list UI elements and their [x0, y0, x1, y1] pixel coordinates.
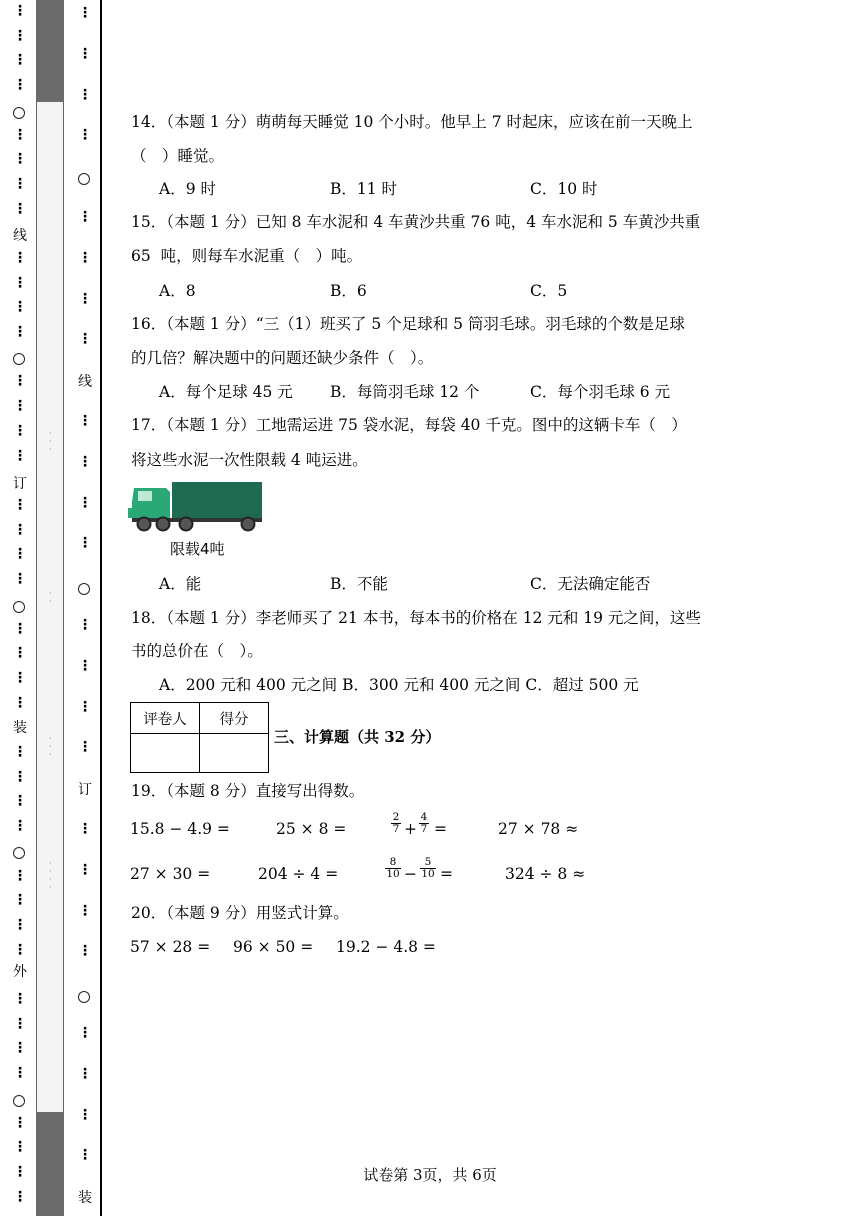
q19-item: 324 ÷ 8 ≈ — [505, 865, 586, 883]
dots-separator: ⋮ — [78, 1025, 92, 1041]
truck-caption: 限载4吨 — [170, 540, 225, 558]
dots-separator: ⋮ — [13, 77, 27, 93]
binding-hole-circle — [13, 847, 25, 859]
q16-line-1: 16．（本题 1 分）“三（1）班买了 5 个足球和 5 筒羽毛球。羽毛球的个数是足球 — [131, 315, 685, 333]
q14-option-b[interactable]: B．11 时 — [330, 180, 398, 198]
score-table — [130, 702, 269, 773]
binding-label: 装 — [78, 1190, 92, 1206]
dots-separator: ⋮ — [78, 454, 92, 470]
dots-separator: ⋮ — [13, 201, 27, 217]
q19-fraction: $\frac{5}{10}$ — [421, 856, 435, 880]
dots-separator: ⋮ — [13, 793, 27, 809]
q19-equals: = — [434, 820, 447, 838]
q20-item: 57 × 28 = — [130, 938, 211, 956]
binding-strip — [36, 0, 64, 1216]
binding-hole-circle — [78, 583, 90, 595]
dots-separator: ⋮ — [78, 5, 92, 21]
truck-window — [138, 491, 152, 501]
q19-operator: − — [404, 865, 417, 883]
dots-separator: ⋮ — [13, 571, 27, 587]
q20-item: 19.2 − 4.8 = — [336, 938, 436, 956]
binding-margin — [0, 0, 104, 1216]
score-header: 得分 — [200, 703, 269, 734]
dots-separator: ⋮ — [13, 1016, 27, 1032]
dots-separator: ⋮ — [13, 621, 27, 637]
truck-wheel — [180, 518, 193, 531]
dots-separator: ⋮ — [13, 299, 27, 315]
q18-options[interactable]: A．200 元和 400 元之间 B．300 元和 400 元之间 C．超过 500 元 — [159, 676, 639, 694]
q20-title: 20．（本题 9 分）用竖式计算。 — [131, 904, 349, 922]
q15-line-2: 65 吨，则每车水泥重（ ）吨。 — [131, 247, 363, 265]
binding-hole-circle — [13, 601, 25, 613]
dots-separator: ⋮ — [13, 1139, 27, 1155]
dots-separator: ⋮ — [13, 497, 27, 513]
dots-separator: ⋮ — [13, 892, 27, 908]
q17-option-c[interactable]: C．无法确定能否 — [530, 575, 651, 593]
dots-separator: ⋮ — [13, 398, 27, 414]
strip-dots: · · · — [49, 734, 52, 759]
q15-line-1: 15．（本题 1 分）已知 8 车水泥和 4 车黄沙共重 76 吨，4 车水泥和 5 车黄沙共重 — [131, 213, 701, 231]
q16-option-c[interactable]: C．每个羽毛球 6 元 — [530, 383, 671, 401]
q16-line-2: 的几倍？解决题中的问题还缺少条件（ ）。 — [131, 349, 434, 367]
inner-binding-column — [64, 0, 102, 1216]
dots-separator: ⋮ — [13, 917, 27, 933]
dots-separator: ⋮ — [78, 87, 92, 103]
grader-cell[interactable] — [131, 734, 200, 773]
dots-separator: ⋮ — [13, 275, 27, 291]
dots-separator: ⋮ — [78, 739, 92, 755]
binding-hole-circle — [13, 107, 25, 119]
dots-separator: ⋮ — [78, 46, 92, 62]
dots-separator: ⋮ — [13, 546, 27, 562]
binding-label: 订 — [13, 476, 27, 492]
q19-item: 27 × 30 = — [130, 865, 211, 883]
q19-fraction: $\frac{4}{7}$ — [420, 811, 428, 835]
q19-fraction: $\frac{2}{7}$ — [392, 811, 400, 835]
q14-line-1: 14．（本题 1 分）萌萌每天睡觉 10 个小时。他早上 7 时起床，应该在前一天晚上 — [131, 113, 693, 131]
truck-image — [128, 478, 266, 532]
dots-separator: ⋮ — [78, 821, 92, 837]
dots-separator: ⋮ — [13, 127, 27, 143]
q17-option-b[interactable]: B．不能 — [330, 575, 388, 593]
dots-separator: ⋮ — [78, 1147, 92, 1163]
dots-separator: ⋮ — [78, 535, 92, 551]
dots-separator: ⋮ — [13, 670, 27, 686]
dots-separator: ⋮ — [13, 250, 27, 266]
page-footer: 试卷第 3页，共 6页 — [363, 1166, 497, 1184]
q15-option-b[interactable]: B．6 — [330, 282, 367, 300]
dots-separator: ⋮ — [13, 1115, 27, 1131]
dots-separator: ⋮ — [78, 250, 92, 266]
dots-separator: ⋮ — [13, 818, 27, 834]
dots-separator: ⋮ — [78, 943, 92, 959]
dots-separator: ⋮ — [13, 52, 27, 68]
dots-separator: ⋮ — [13, 744, 27, 760]
truck-wheel — [242, 518, 255, 531]
binding-label: 线 — [13, 228, 27, 244]
dots-separator: ⋮ — [13, 1040, 27, 1056]
q19-item: 204 ÷ 4 = — [258, 865, 339, 883]
dots-separator: ⋮ — [13, 176, 27, 192]
strip-dots: · · · · — [49, 859, 52, 892]
q14-option-c[interactable]: C．10 时 — [530, 180, 598, 198]
binding-label: 订 — [78, 782, 92, 798]
q19-equals: = — [440, 865, 453, 883]
dots-separator: ⋮ — [13, 1164, 27, 1180]
dots-separator: ⋮ — [13, 324, 27, 340]
q17-option-a[interactable]: A．能 — [159, 575, 202, 593]
truck-wheel — [157, 518, 170, 531]
q16-option-b[interactable]: B．每筒羽毛球 12 个 — [330, 383, 480, 401]
binding-hole-circle — [13, 1095, 25, 1107]
dots-separator: ⋮ — [78, 617, 92, 633]
q17-line-2: 将这些水泥一次性限载 4 吨运进。 — [131, 451, 368, 469]
dots-separator: ⋮ — [13, 942, 27, 958]
section-title: 三、计算题（共 32 分） — [274, 728, 441, 746]
q20-item: 96 × 50 = — [233, 938, 314, 956]
q19-item: 25 × 8 = — [276, 820, 347, 838]
binding-hole-circle — [78, 991, 90, 1003]
dots-separator: ⋮ — [78, 699, 92, 715]
q18-line-2: 书的总价在（ ）。 — [131, 642, 263, 660]
truck-wheel — [138, 518, 151, 531]
dots-separator: ⋮ — [78, 127, 92, 143]
q16-option-a[interactable]: A．每个足球 45 元 — [159, 383, 293, 401]
dots-separator: ⋮ — [78, 495, 92, 511]
binding-label: 线 — [78, 374, 92, 390]
outer-binding-column — [0, 0, 36, 1216]
dots-separator: ⋮ — [13, 868, 27, 884]
q19-operator: + — [404, 820, 417, 838]
grader-header: 评卷人 — [131, 703, 200, 734]
score-cell[interactable] — [200, 734, 269, 773]
binding-label: 装 — [13, 720, 27, 736]
dots-separator: ⋮ — [13, 991, 27, 1007]
q19-fraction: $\frac{8}{10}$ — [386, 856, 400, 880]
dots-separator: ⋮ — [78, 862, 92, 878]
dots-separator: ⋮ — [78, 658, 92, 674]
q14-line-2: （ ）睡觉。 — [131, 147, 225, 165]
binding-label: 外 — [13, 964, 27, 980]
dots-separator: ⋮ — [13, 769, 27, 785]
dots-separator: ⋮ — [13, 645, 27, 661]
q19-item: 15.8 − 4.9 = — [130, 820, 230, 838]
dots-separator: ⋮ — [13, 448, 27, 464]
dots-separator: ⋮ — [13, 151, 27, 167]
dots-separator: ⋮ — [13, 1065, 27, 1081]
q18-line-1: 18．（本题 1 分）李老师买了 21 本书，每本书的价格在 12 元和 19 元之间，这些 — [131, 609, 701, 627]
q19-title: 19．（本题 8 分）直接写出得数。 — [131, 782, 365, 800]
strip-dots: · · — [49, 589, 52, 606]
dots-separator: ⋮ — [78, 209, 92, 225]
dots-separator: ⋮ — [78, 1107, 92, 1123]
dots-separator: ⋮ — [13, 28, 27, 44]
dots-separator: ⋮ — [13, 423, 27, 439]
dots-separator: ⋮ — [78, 331, 92, 347]
q15-option-a[interactable]: A．8 — [159, 282, 196, 300]
dots-separator: ⋮ — [78, 291, 92, 307]
dots-separator: ⋮ — [13, 695, 27, 711]
q15-option-c[interactable]: C．5 — [530, 282, 568, 300]
strip-dots: · · · — [49, 429, 52, 454]
dots-separator: ⋮ — [78, 413, 92, 429]
q17-line-1: 17．（本题 1 分）工地需运进 75 袋水泥，每袋 40 千克。图中的这辆卡车（ ） — [131, 416, 687, 434]
dots-separator: ⋮ — [13, 1189, 27, 1205]
binding-strip-top-shade — [36, 0, 64, 102]
truck-cargo-box — [172, 482, 262, 520]
q19-item: 27 × 78 ≈ — [498, 820, 579, 838]
dots-separator: ⋮ — [13, 373, 27, 389]
q14-option-a[interactable]: A．9 时 — [159, 180, 216, 198]
binding-hole-circle — [78, 173, 90, 185]
binding-hole-circle — [13, 353, 25, 365]
dots-separator: ⋮ — [13, 3, 27, 19]
dots-separator: ⋮ — [13, 522, 27, 538]
dots-separator: ⋮ — [78, 1066, 92, 1082]
dots-separator: ⋮ — [78, 903, 92, 919]
